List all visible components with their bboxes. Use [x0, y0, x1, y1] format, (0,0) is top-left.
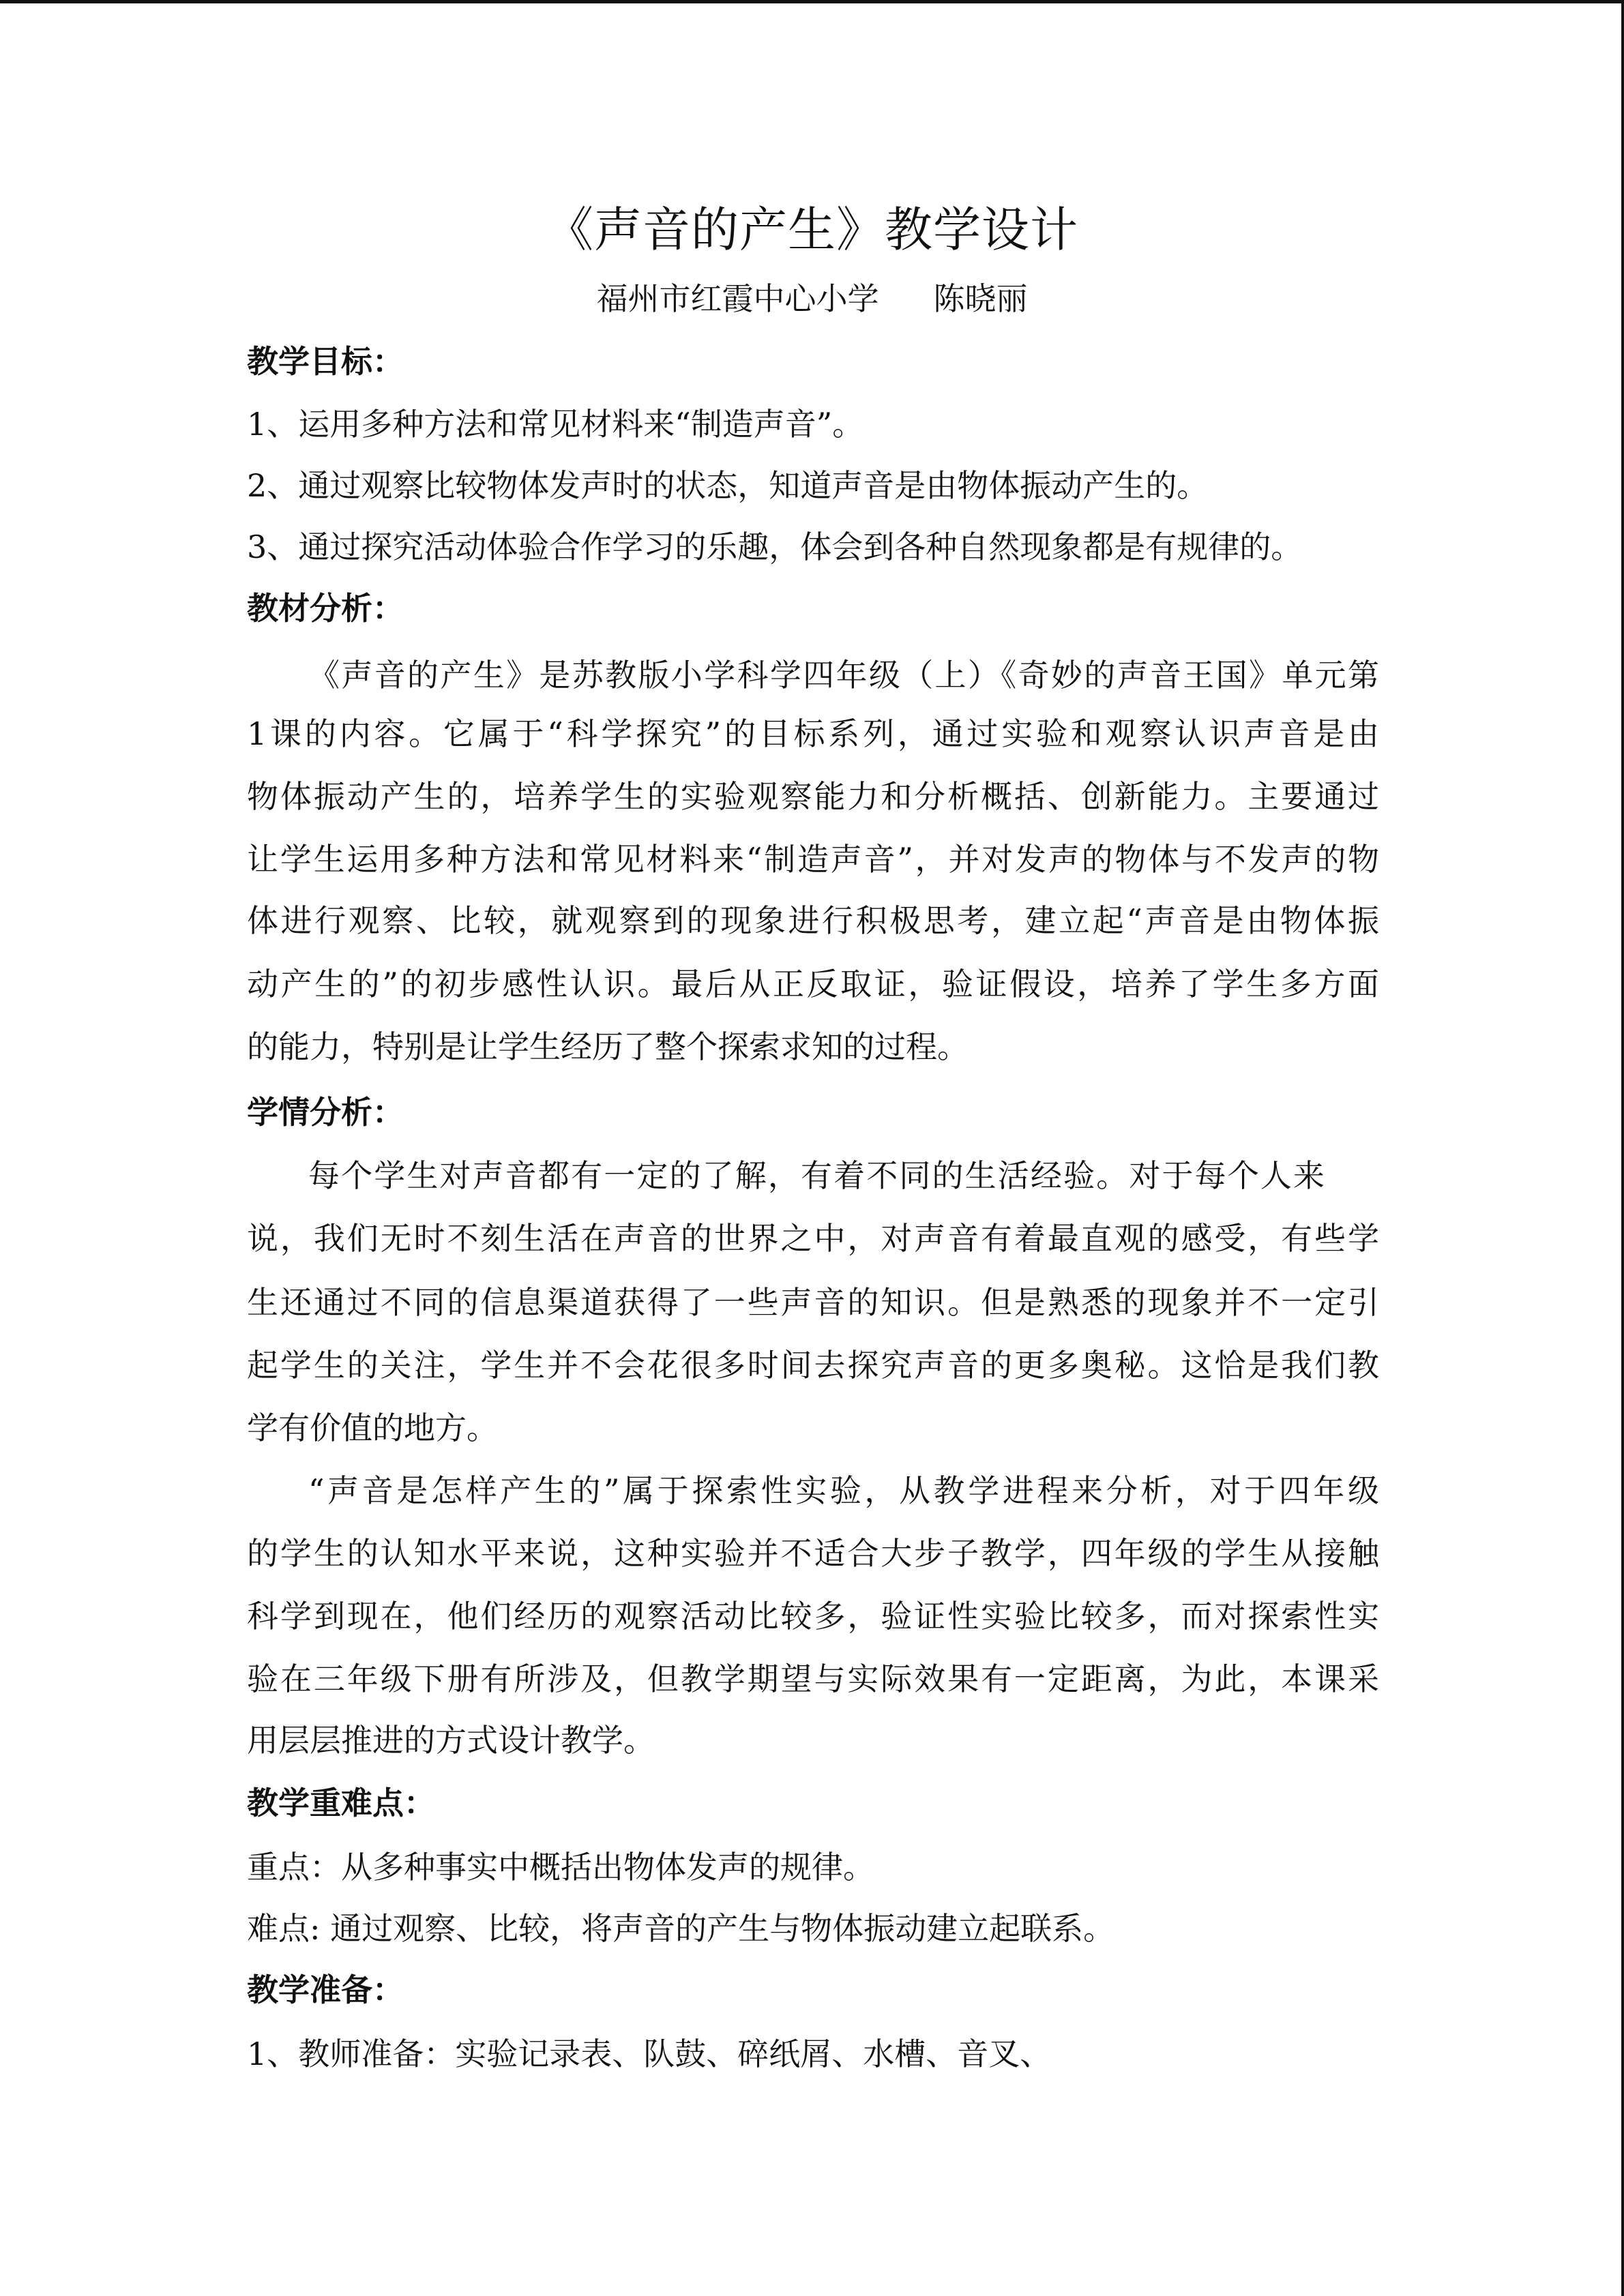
key-point: 重点：从多种事实中概括出物体发声的规律。 [247, 1849, 874, 1885]
student-analysis-line: 每个学生对声音都有一定的了解，有着不同的生活经验。对于每个人来 [308, 1157, 1325, 1194]
student-analysis-line: 起学生的关注，学生并不会花很多时间去探究声音的更多奥秘。这恰是我们教 [247, 1347, 1379, 1384]
page-right-border [1621, 0, 1624, 2296]
author-name: 陈晓丽 [933, 280, 1028, 317]
objective-item: 3、通过探究活动体验合作学习的乐趣，体会到各种自然现象都是有规律的。 [247, 528, 1303, 565]
student-analysis-line: 说，我们无时不刻生活在声音的世界之中，对声音有着最直观的感受，有些学 [247, 1220, 1379, 1257]
student-analysis-line: 生还通过不同的信息渠道获得了一些声音的知识。但是熟悉的现象并不一定引 [247, 1284, 1379, 1321]
objective-item: 1、运用多种方法和常见材料来“制造声音”。 [247, 406, 864, 443]
student-analysis-heading: 学情分析： [247, 1094, 404, 1131]
objectives-heading: 教学目标： [247, 343, 404, 380]
student-analysis-line: “声音是怎样产生的”属于探索性实验，从教学进程来分析，对于四年级 [308, 1472, 1379, 1509]
material-analysis-line: 1课的内容。它属于“科学探究”的目标系列，通过实验和观察认识声音是由 [247, 715, 1379, 752]
student-analysis-line: 的学生的认知水平来说，这种实验并不适合大步子教学，四年级的学生从接触 [247, 1535, 1379, 1572]
school-name: 福州市红霞中心小学 [596, 280, 879, 317]
material-analysis-line: 体进行观察、比较，就观察到的现象进行积极思考，建立起“声音是由物体振 [247, 902, 1379, 939]
objective-item: 2、通过观察比较物体发声时的状态，知道声音是由物体振动产生的。 [247, 467, 1209, 504]
material-analysis-line: 《声音的产生》是苏教版小学科学四年级（上）《奇妙的声音王国》单元第 [308, 657, 1379, 694]
material-analysis-heading: 教材分析： [247, 590, 404, 627]
page-top-border [0, 0, 1624, 3]
byline [0, 271, 1624, 326]
difficult-point: 难点: 通过观察、比较，将声音的产生与物体振动建立起联系。 [247, 1910, 1115, 1947]
material-analysis-line: 动产生的”的初步感性认识。最后从正反取证，验证假设，培养了学生多方面 [247, 966, 1379, 1002]
preparation-heading: 教学准备： [247, 1971, 404, 2008]
student-analysis-line: 验在三年级下册有所涉及，但教学期望与实际效果有一定距离，为此，本课采 [247, 1660, 1379, 1697]
student-analysis-line: 用层层推进的方式设计教学。 [247, 1722, 655, 1759]
student-analysis-line: 科学到现在，他们经历的观察活动比较多，验证性实验比较多，而对探索性实 [247, 1598, 1379, 1635]
key-points-heading: 教学重难点： [247, 1785, 435, 1821]
material-analysis-line: 的能力，特别是让学生经历了整个探索求知的过程。 [247, 1028, 969, 1065]
document-title: 《声音的产生》教学设计 [546, 202, 1078, 258]
material-analysis-line: 物体振动产生的，培养学生的实验观察能力和分析概括、创新能力。主要通过 [247, 778, 1379, 815]
student-analysis-line: 学有价值的地方。 [247, 1410, 498, 1446]
material-analysis-line: 让学生运用多种方法和常见材料来“制造声音”，并对发声的物体与不发声的物 [247, 841, 1379, 878]
preparation-item: 1、教师准备：实验记录表、队鼓、碎纸屑、水槽、音叉、 [247, 2036, 1052, 2072]
